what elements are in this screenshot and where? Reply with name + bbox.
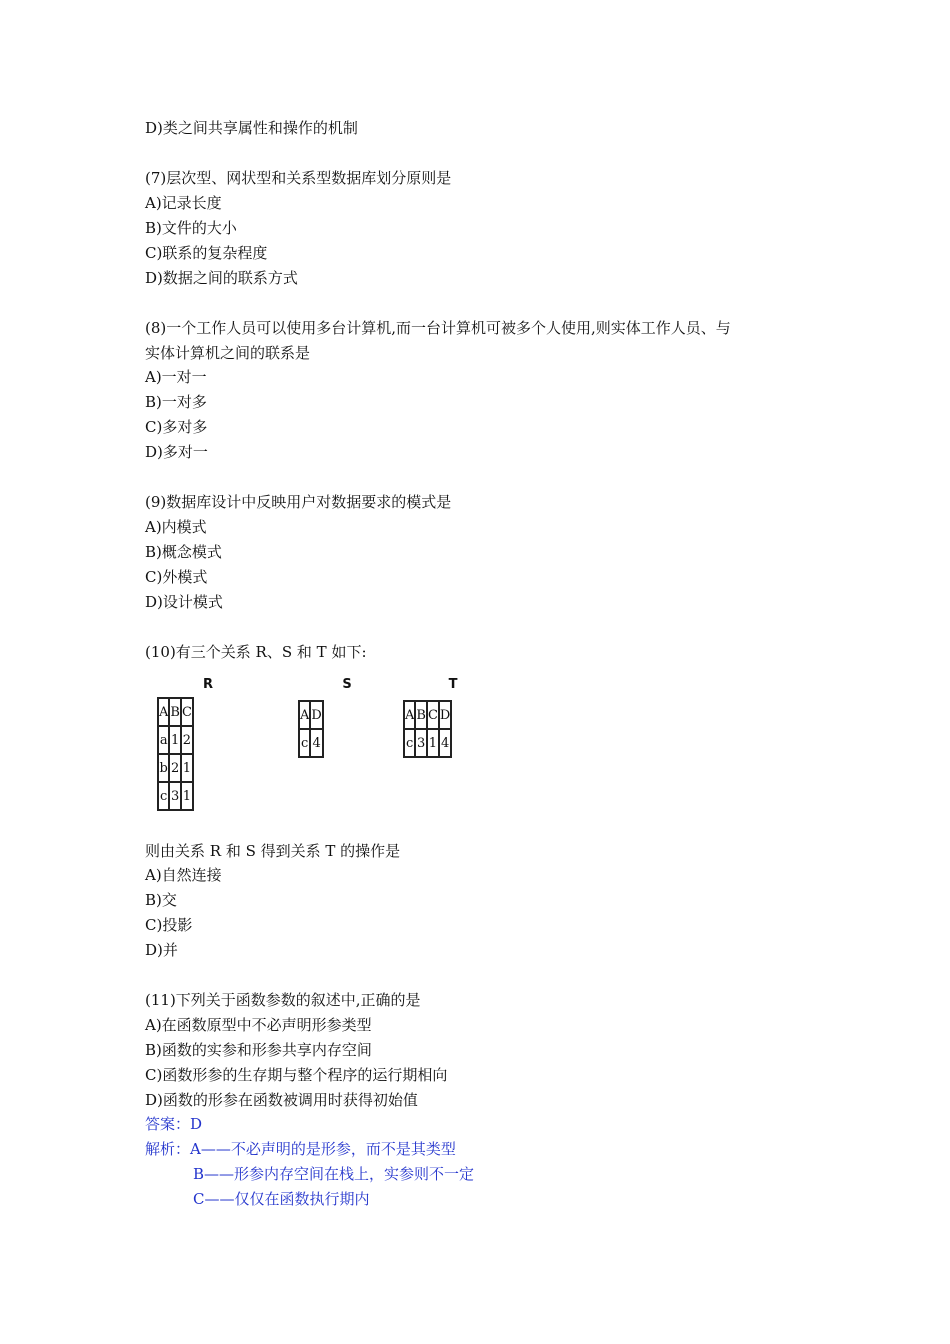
table-cell: C bbox=[427, 701, 439, 729]
analysis-text: 解析：A——不必声明的是形参，而不是其类型 bbox=[145, 1140, 456, 1158]
answer-text: 答案：D bbox=[145, 1115, 203, 1133]
table-cell: c bbox=[158, 782, 169, 810]
table-cell: 3 bbox=[169, 782, 181, 810]
relation-t-table bbox=[403, 700, 452, 758]
table-row bbox=[158, 754, 193, 782]
option-text: B)函数的实参和形参共享内存空间 bbox=[145, 1041, 372, 1059]
question-8: (8)一个工作人员可以使用多台计算机,而一台计算机可被多个人使用,则实体工作人员、与 bbox=[145, 319, 731, 337]
table-row bbox=[299, 729, 323, 757]
option-text: A)在函数原型中不必声明形参类型 bbox=[145, 1016, 372, 1034]
option-text: D)类之间共享属性和操作的机制 bbox=[145, 119, 358, 137]
option-text: D)并 bbox=[145, 941, 178, 959]
option-text: D)多对一 bbox=[145, 443, 208, 461]
table-row bbox=[404, 701, 451, 729]
analysis-text: B——形参内存空间在栈上，实参则不一定 bbox=[193, 1165, 475, 1183]
option-text: D)数据之间的联系方式 bbox=[145, 269, 298, 287]
option-text: B)概念模式 bbox=[145, 543, 222, 561]
table-cell: 1 bbox=[169, 726, 181, 754]
table-cell: b bbox=[158, 754, 169, 782]
table-cell: B bbox=[415, 701, 427, 729]
table-cell: D bbox=[439, 701, 451, 729]
table-row bbox=[299, 701, 323, 729]
relation-s-table bbox=[298, 700, 324, 758]
option-text: B)交 bbox=[145, 891, 177, 909]
option-text: C)函数形参的生存期与整个程序的运行期相向 bbox=[145, 1066, 448, 1084]
question-10: (10)有三个关系 R、S 和 T 如下: bbox=[145, 643, 367, 661]
table-cell: 1 bbox=[427, 729, 439, 757]
table-row bbox=[158, 726, 193, 754]
table-cell: C bbox=[181, 698, 193, 726]
question-10-cont: 则由关系 R 和 S 得到关系 T 的操作是 bbox=[145, 842, 401, 860]
table-cell: c bbox=[299, 729, 310, 757]
table-cell: 4 bbox=[439, 729, 451, 757]
option-text: B)一对多 bbox=[145, 393, 207, 411]
option-text: C)多对多 bbox=[145, 418, 208, 436]
option-text: D)函数的形参在函数被调用时获得初始值 bbox=[145, 1091, 418, 1109]
table-cell: a bbox=[158, 726, 169, 754]
table-cell: 4 bbox=[310, 729, 322, 757]
relation-r-table bbox=[157, 697, 194, 811]
option-text: A)自然连接 bbox=[145, 866, 222, 884]
table-row bbox=[158, 782, 193, 810]
table-cell: A bbox=[404, 701, 415, 729]
table-cell: 2 bbox=[169, 754, 181, 782]
option-text: A)一对一 bbox=[145, 368, 207, 386]
table-cell: 2 bbox=[181, 726, 193, 754]
option-text: C)联系的复杂程度 bbox=[145, 244, 268, 262]
table-row bbox=[404, 729, 451, 757]
relation-r-name: R bbox=[202, 677, 213, 692]
table-cell: D bbox=[310, 701, 322, 729]
table-cell: B bbox=[169, 698, 181, 726]
table-row bbox=[158, 698, 193, 726]
option-text: C)外模式 bbox=[145, 568, 208, 586]
question-11: (11)下列关于函数参数的叙述中,正确的是 bbox=[145, 991, 421, 1009]
analysis-text: C——仅仅在函数执行期内 bbox=[193, 1190, 370, 1208]
question-8-cont: 实体计算机之间的联系是 bbox=[145, 344, 311, 362]
table-cell: c bbox=[404, 729, 415, 757]
option-text: C)投影 bbox=[145, 916, 193, 934]
table-cell: A bbox=[299, 701, 310, 729]
question-7: (7)层次型、网状型和关系型数据库划分原则是 bbox=[145, 169, 452, 187]
option-text: A)记录长度 bbox=[145, 194, 222, 212]
relation-s-name: S bbox=[342, 677, 352, 692]
option-text: D)设计模式 bbox=[145, 593, 223, 611]
relation-t-name: T bbox=[448, 677, 458, 692]
table-cell: 1 bbox=[181, 754, 193, 782]
table-cell: 1 bbox=[181, 782, 193, 810]
question-9: (9)数据库设计中反映用户对数据要求的模式是 bbox=[145, 493, 452, 511]
option-text: A)内模式 bbox=[145, 518, 207, 536]
table-cell: A bbox=[158, 698, 169, 726]
table-cell: 3 bbox=[415, 729, 427, 757]
option-text: B)文件的大小 bbox=[145, 219, 237, 237]
